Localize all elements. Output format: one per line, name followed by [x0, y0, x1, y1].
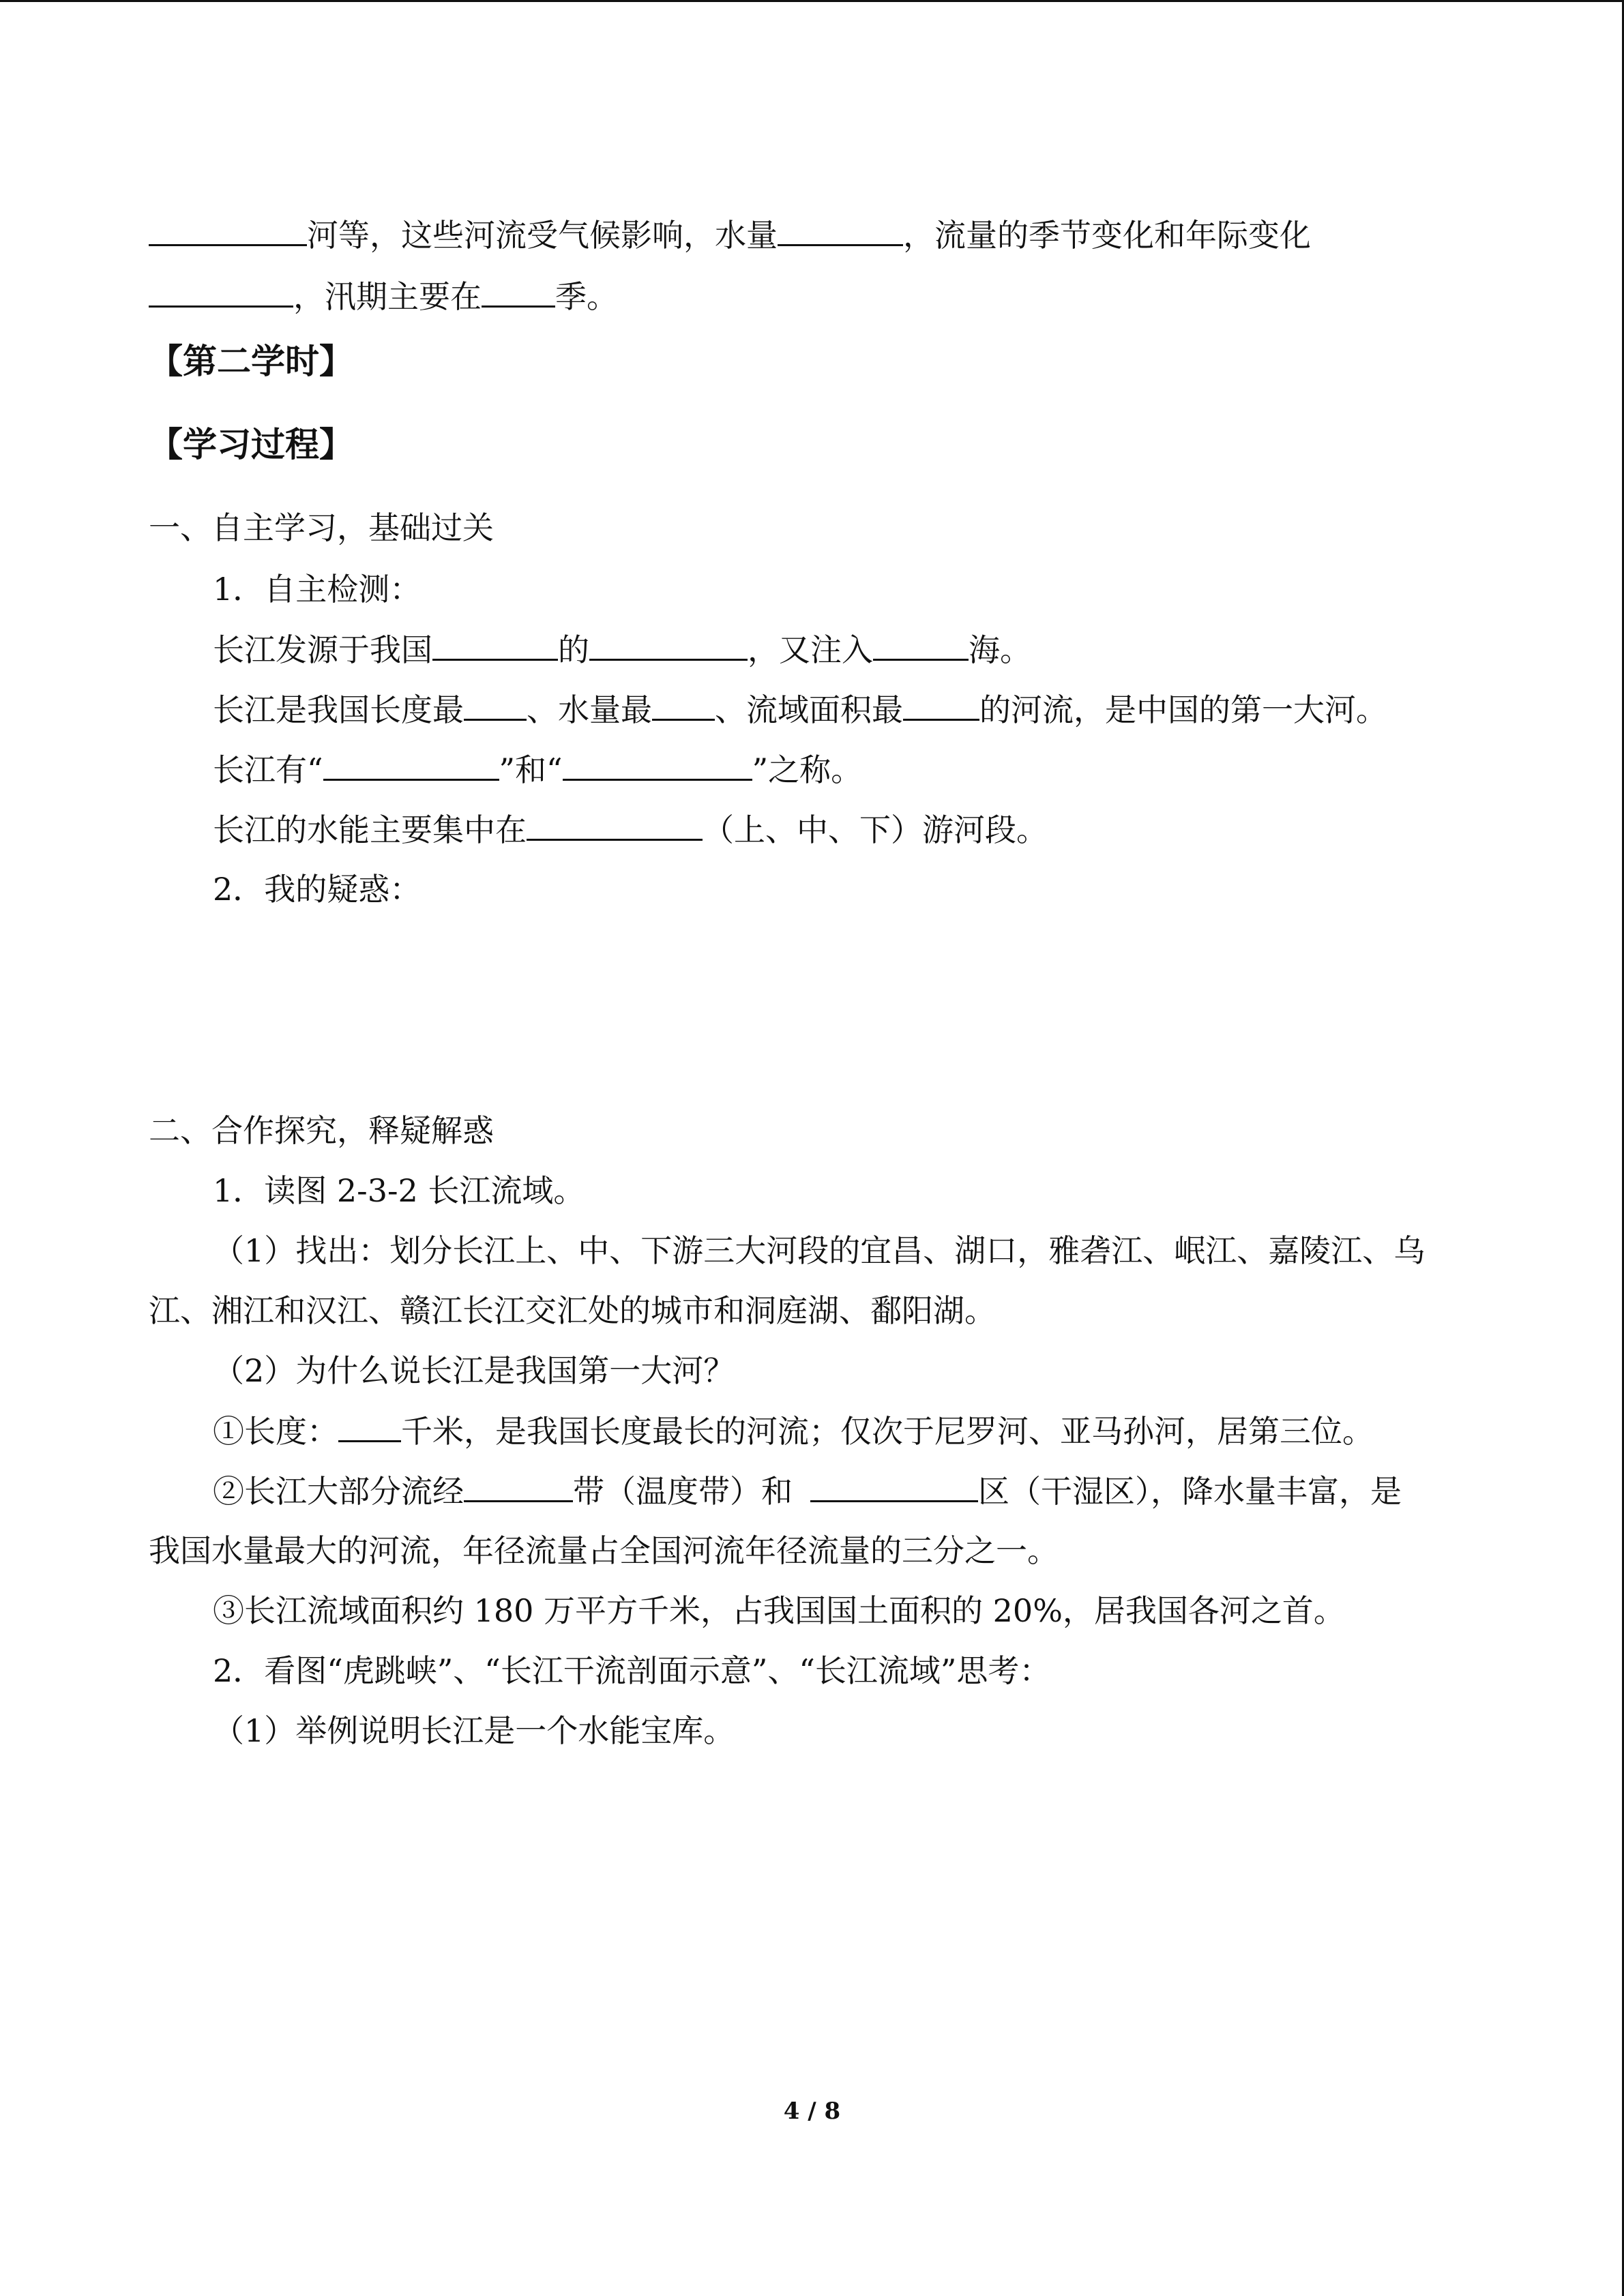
text-line: 长江的水能主要集中在 （上、中、下）游河段。 [213, 809, 1048, 850]
section-title-self-study: 一、自主学习，基础过关 [149, 509, 494, 546]
page-border-top [0, 0, 1624, 2]
fill-blank[interactable] [323, 749, 499, 781]
section-heading-second-period: 【第二学时】 [149, 342, 353, 381]
question-look-at-figures: 2．看图“虎跳峡”、“长江干流剖面示意”、“长江流域”思考： [213, 1652, 1051, 1689]
fill-blank[interactable] [149, 214, 307, 246]
fill-blank[interactable] [527, 809, 703, 841]
paragraph-line: （1）找出：划分长江上、中、下游三大河段的宜昌、湖口，雅砻江、岷江、嘉陵江、乌 [213, 1232, 1426, 1269]
fill-blank[interactable] [464, 689, 527, 721]
question-my-doubts: 2．我的疑惑： [213, 871, 422, 908]
fill-blank[interactable] [432, 629, 558, 661]
text-line: 长江是我国长度最 、水量最 、流域面积最 的河流，是中国的第一大河。 [213, 689, 1387, 730]
fill-blank[interactable] [778, 214, 903, 246]
text-line: ②长江大部分流经 带（温度带）和 区（干湿区），降水量丰富，是 [213, 1470, 1402, 1512]
fill-blank[interactable] [589, 629, 748, 661]
section-title-cooperative-inquiry: 二、合作探究，释疑解惑 [149, 1112, 494, 1149]
page-number: 4 / 8 [783, 2098, 841, 2125]
fill-blank[interactable] [903, 689, 979, 721]
paragraph-line: 我国水量最大的河流，年径流量占全国河流年径流量的三分之一。 [149, 1532, 1059, 1569]
question-read-map: 1．读图 2-3-2 长江流域。 [213, 1172, 585, 1209]
question-hydropower: （1）举例说明长江是一个水能宝库。 [213, 1712, 735, 1749]
fill-blank[interactable] [482, 275, 555, 308]
fill-blank[interactable] [338, 1410, 401, 1442]
section-heading-learning-process: 【学习过程】 [149, 425, 353, 464]
text-line: 长江发源于我国 的 ，又注入 海。 [213, 629, 1031, 670]
fill-blank[interactable] [149, 275, 293, 308]
fill-blank[interactable] [464, 1470, 573, 1502]
fill-blank[interactable] [810, 1470, 978, 1502]
text-line: ，汛期主要在 季。 [149, 275, 618, 317]
paragraph-line: 江、湘江和汉江、赣江长江交汇处的城市和洞庭湖、鄱阳湖。 [149, 1292, 996, 1329]
text-line: 长江有“ ”和“ ”之称。 [213, 749, 862, 790]
paragraph-line: ③长江流域面积约 180 万平方千米，占我国国土面积的 20%，居我国各河之首。 [213, 1592, 1345, 1629]
question-self-check: 1．自主检测： [213, 571, 422, 608]
fill-blank[interactable] [563, 749, 752, 781]
text-line: ①长度： 千米，是我国长度最长的河流；仅次于尼罗河、亚马孙河，居第三位。 [213, 1410, 1374, 1452]
text-line: 河等，这些河流受气候影响，水量 ，流量的季节变化和年际变化 [149, 214, 1311, 256]
fill-blank[interactable] [652, 689, 715, 721]
question-why-largest: （2）为什么说长江是我国第一大河？ [213, 1352, 735, 1389]
fill-blank[interactable] [873, 629, 969, 661]
